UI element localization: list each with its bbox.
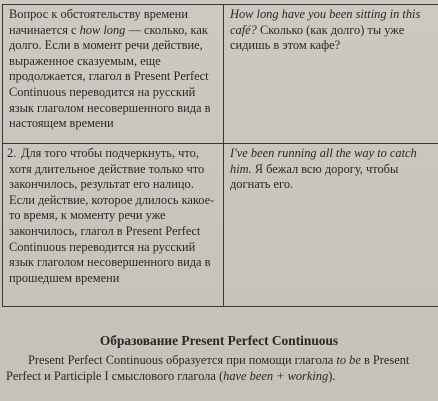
grammar-table	[2, 4, 438, 307]
rule-cell	[3, 5, 224, 144]
paragraph-text: в Present Perfect и Participle I смыслового глагола (	[6, 353, 410, 383]
example-cell	[224, 5, 438, 144]
paragraph-term: to be	[336, 353, 361, 367]
table-row	[3, 5, 438, 144]
example-translation: Я бежал всю дорогу, чтобы догнать его.	[230, 161, 399, 192]
rule-text: Вопрос к обстоятельству времени начинается с	[9, 7, 188, 37]
rule-keyword: how long	[79, 22, 126, 37]
example-cell	[224, 144, 438, 307]
paragraph-text: Present Perfect Continuous образуется при помощи глагола	[28, 353, 337, 367]
example-english: I've been running all the way to catch him.	[230, 146, 417, 176]
body-paragraph	[6, 352, 432, 384]
rule-cell	[3, 144, 224, 307]
table-row	[3, 144, 438, 307]
section-heading: Образование Present Perfect Continuous	[99, 333, 339, 348]
paragraph-example: have been + working	[223, 369, 329, 383]
rule-text: Для того чтобы подчеркнуть, что, хотя длительное действие только что закончилось, результат его налицо. Если действие, которое длилось какое-то время, к моменту речи уже закончилось, глагол в Present Perfect Continuous переводится на русский язык глаголом несовершенного вида в прошедшем времени	[9, 146, 215, 285]
rule-number: 2.	[7, 146, 17, 160]
example-english: How long have you been sitting in this café?	[230, 7, 421, 37]
rule-text: — сколько, как долго. Если в момент речи действие, выраженное сказуемым, еще продолжается, глагол в Present Perfect Continuous переводится на русский язык глаголом несовершенного вида в настоящем времени	[9, 22, 211, 131]
paragraph-text: ).	[328, 369, 336, 383]
example-translation: Сколько (как долго) ты уже сидишь в этом кафе?	[230, 22, 405, 53]
